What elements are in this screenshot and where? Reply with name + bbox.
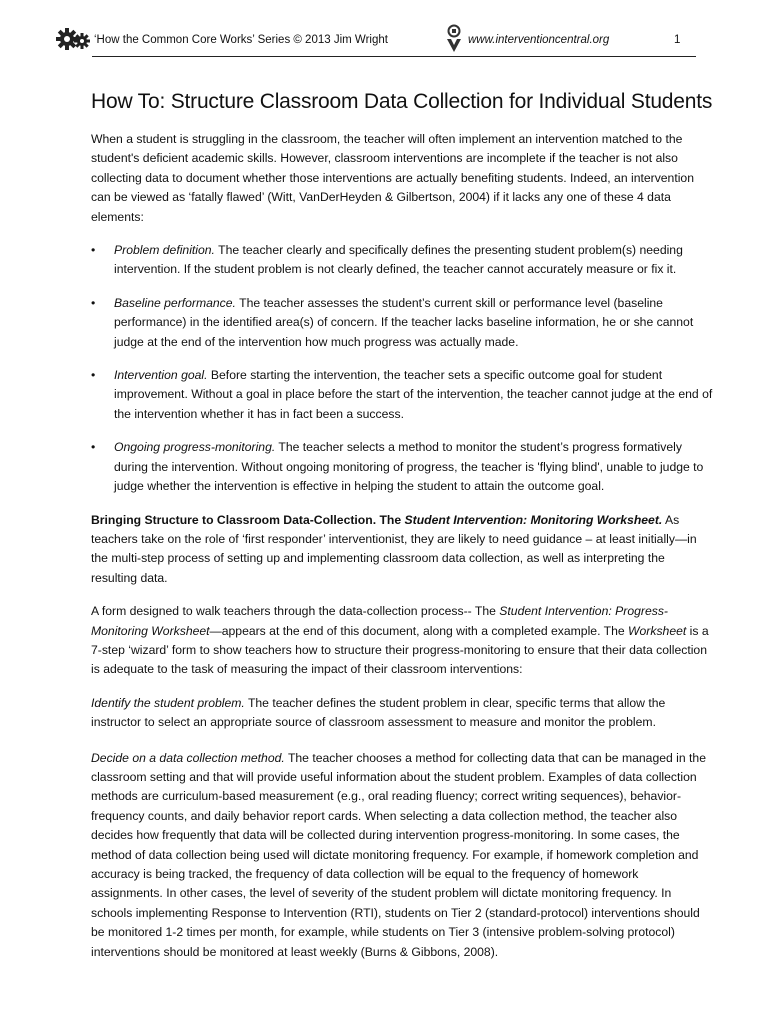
identify-text: The teacher defines the student problem in clear, specific terms that allow the instructor to select an appropriate source of classroom assessment to measure and monitor the problem. xyxy=(91,695,666,730)
decide-text: The teacher chooses a method for collecting data that can be managed in the classroom setting and that will provide useful information about the student problem. Examples of data collection methods are curriculum-based measurement (e.g., oral reading fluency; correct writing sequences), behavior-frequency counts, and daily behavior report cards. When selecting a data collection method, the teacher also decides how frequently that data will be collected during intervention progress-monitoring. In some cases, the method of data collection being used will dictate monitoring frequency. For example, if homework completion and accuracy is being tracked, the frequency of data collection will be equal to the frequency of homework assignments. In other cases, the level of severity of the student problem will dictate monitoring frequency. In schools implementing Response to Intervention (RTI), students on Tier 2 (standard-protocol) interventions should be monitored 1-2 times per month, for example, while students on Tier 3 (intensive problem-solving protocol) interventions should be monitored at least weekly (Burns & Gibbons, 2008). xyxy=(91,750,706,959)
form-text-3: is a 7-step ‘wizard’ form to show teachers how to structure their progress-monitoring to ensure that their data collection is adequate to the task of measuring the impact of their classroom interventions: xyxy=(91,623,709,677)
section-paragraph xyxy=(91,511,713,589)
data-elements-list xyxy=(91,241,713,496)
gears-icon xyxy=(56,26,90,52)
list-item-text: Before starting the intervention, the teacher sets a specific outcome goal for student improvement. Without a goal in place before the start of the intervention, the teacher cannot judge at the end of the intervention whether it has in fact been a success. xyxy=(114,368,713,421)
decide-paragraph xyxy=(91,749,713,962)
list-item-text: The teacher selects a method to monitor the student’s progress formatively during the intervention. Without ongoing monitoring of progress, the teacher is 'flying blind', unable to judge to judge whether the intervention is effective in helping the student to attain the outcome goal. xyxy=(114,440,704,494)
bullet: • xyxy=(91,295,96,310)
list-item-term: Ongoing progress-monitoring. xyxy=(114,440,276,455)
list-item xyxy=(91,366,713,424)
form-worksheet-title: Student Intervention: Progress-Monitoring Worksheet xyxy=(91,604,668,638)
bullet: • xyxy=(91,368,96,383)
document-body xyxy=(91,90,713,976)
header-series-text: ‘How the Common Core Works’ Series © 2013 Jim Wright xyxy=(94,34,388,46)
list-item-term: Baseline performance. xyxy=(114,295,236,310)
identify-term: Identify the student problem. xyxy=(91,695,245,710)
list-item xyxy=(91,438,713,496)
section-text: As teachers take on the role of ‘first responder’ interventionist, they are likely to need guidance – at least initially—in the multi-step process of setting up and implementing classroom data collection, as well as interpreting the resulting data. xyxy=(91,512,697,585)
list-item-text: The teacher assesses the student’s current skill or performance level (baseline performance) in the identified area(s) of concern. If the teacher lacks baseline information, he or she cannot judge at the end of the intervention how much progress was actually made. xyxy=(114,295,694,349)
list-item-term: Intervention goal. xyxy=(114,368,208,383)
header-divider xyxy=(92,56,696,57)
form-worksheet-word: Worksheet xyxy=(628,623,687,638)
section-heading-worksheet: Student Intervention: Monitoring Worksheet. xyxy=(404,512,663,527)
list-item xyxy=(91,294,713,352)
bullet: • xyxy=(91,243,96,258)
list-item xyxy=(91,241,713,280)
form-paragraph xyxy=(91,602,713,680)
page-title: How To: Structure Classroom Data Collection for Individual Students xyxy=(91,90,713,113)
form-text-1: A form designed to walk teachers through the data-collection process-- The xyxy=(91,604,500,619)
list-item-text: The teacher clearly and specifically defines the presenting student problem(s) needing intervention. If the student problem is not clearly defined, the teacher cannot accurately measure or fix it. xyxy=(114,243,683,277)
page-number: 1 xyxy=(674,34,681,46)
decide-term: Decide on a data collection method. xyxy=(91,750,285,765)
section-heading: Bringing Structure to Classroom Data-Collection. The xyxy=(91,512,405,527)
header-url[interactable]: www.interventioncentral.org xyxy=(468,34,610,46)
identify-paragraph xyxy=(91,694,713,733)
form-text-2: —appears at the end of this document, along with a completed example. The xyxy=(209,623,629,638)
bullet: • xyxy=(91,440,96,455)
page-header xyxy=(56,26,696,58)
intervention-central-logo-icon xyxy=(444,24,464,54)
intro-paragraph: When a student is struggling in the classroom, the teacher will often implement an intervention matched to the student's deficient academic skills. However, classroom interventions are incomplete if the teacher is not also collecting data to document whether those interventions are actually benefiting students. Indeed, an intervention can be viewed as ‘fatally flawed’ (Witt, VanDerHeyden & Gilbertson, 2004) if it lacks any one of these 4 data elements: xyxy=(91,132,694,224)
list-item-term: Problem definition. xyxy=(114,243,215,258)
